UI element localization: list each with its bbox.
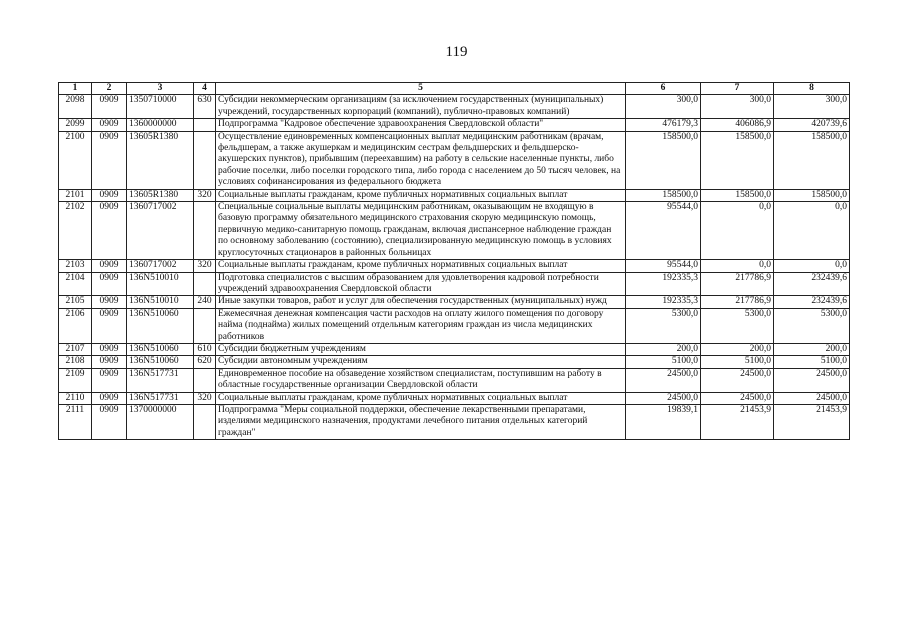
expense-type-code: 620 — [194, 356, 216, 368]
amount-col8: 0,0 — [774, 260, 850, 272]
table-header-row — [59, 83, 850, 95]
amount-col6: 192335,3 — [626, 272, 701, 296]
row-number: 2104 — [59, 272, 92, 296]
budget-table — [58, 82, 850, 440]
expense-name: Социальные выплаты гражданам, кроме публичных нормативных социальных выплат — [216, 260, 626, 272]
row-number: 2100 — [59, 131, 92, 189]
amount-col8: 0,0 — [774, 202, 850, 260]
amount-col7: 300,0 — [701, 95, 774, 119]
target-article-code: 136N510010 — [127, 272, 194, 296]
expense-type-code — [194, 272, 216, 296]
amount-col7: 0,0 — [701, 202, 774, 260]
row-number: 2103 — [59, 260, 92, 272]
amount-col8: 5300,0 — [774, 308, 850, 343]
amount-col6: 192335,3 — [626, 296, 701, 308]
expense-name: Социальные выплаты гражданам, кроме публичных нормативных социальных выплат — [216, 189, 626, 201]
row-number: 2105 — [59, 296, 92, 308]
amount-col8: 300,0 — [774, 95, 850, 119]
amount-col6: 95544,0 — [626, 260, 701, 272]
column-header: 3 — [127, 83, 194, 95]
expense-name: Субсидии бюджетным учреждениям — [216, 343, 626, 355]
row-number: 2106 — [59, 308, 92, 343]
target-article-code: 136N510060 — [127, 343, 194, 355]
expense-name: Субсидии некоммерческим организациям (за исключением государственных (муниципальных) учреждений, государственных корпораций (компаний), публично-правовых компаний) — [216, 95, 626, 119]
expense-type-code: 610 — [194, 343, 216, 355]
column-header: 1 — [59, 83, 92, 95]
expense-type-code — [194, 119, 216, 131]
section-code: 0909 — [92, 202, 127, 260]
amount-col8: 420739,6 — [774, 119, 850, 131]
expense-type-code: 240 — [194, 296, 216, 308]
column-header: 7 — [701, 83, 774, 95]
amount-col8: 24500,0 — [774, 392, 850, 404]
amount-col7: 158500,0 — [701, 131, 774, 189]
amount-col6: 24500,0 — [626, 368, 701, 392]
amount-col8: 232439,6 — [774, 296, 850, 308]
amount-col6: 300,0 — [626, 95, 701, 119]
column-header: 6 — [626, 83, 701, 95]
amount-col7: 158500,0 — [701, 189, 774, 201]
expense-type-code — [194, 131, 216, 189]
row-number: 2101 — [59, 189, 92, 201]
section-code: 0909 — [92, 343, 127, 355]
section-code: 0909 — [92, 272, 127, 296]
amount-col6: 19839,1 — [626, 404, 701, 439]
table-row — [59, 95, 850, 119]
amount-col8: 158500,0 — [774, 189, 850, 201]
table-row — [59, 189, 850, 201]
row-number: 2111 — [59, 404, 92, 439]
amount-col6: 5300,0 — [626, 308, 701, 343]
table-row — [59, 272, 850, 296]
amount-col6: 158500,0 — [626, 131, 701, 189]
row-number: 2110 — [59, 392, 92, 404]
amount-col6: 95544,0 — [626, 202, 701, 260]
amount-col7: 5100,0 — [701, 356, 774, 368]
amount-col7: 0,0 — [701, 260, 774, 272]
amount-col6: 200,0 — [626, 343, 701, 355]
expense-type-code: 320 — [194, 260, 216, 272]
table-row — [59, 131, 850, 189]
amount-col8: 21453,9 — [774, 404, 850, 439]
section-code: 0909 — [92, 356, 127, 368]
amount-col7: 24500,0 — [701, 392, 774, 404]
column-header: 4 — [194, 83, 216, 95]
expense-name: Специальные социальные выплаты медицинским работникам, оказывающим не входящую в базовую программу обязательного медицинского страхования скорую медицинскую помощь, первичную медико-санитарную помощь гражданам, включая диспансерное наблюдение граждан по основному заболеванию (состоянию), специализированную медицинскую помощь в условиях круглосуточных стационаров в районных больницах — [216, 202, 626, 260]
amount-col6: 5100,0 — [626, 356, 701, 368]
table-row — [59, 368, 850, 392]
amount-col7: 217786,9 — [701, 272, 774, 296]
expense-name: Подпрограмма "Меры социальной поддержки, обеспечение лекарственными препаратами, изделиями медицинского назначения, продуктами лечебного питания отдельных категорий граждан" — [216, 404, 626, 439]
expense-type-code: 320 — [194, 392, 216, 404]
row-number: 2099 — [59, 119, 92, 131]
target-article-code: 1370000000 — [127, 404, 194, 439]
amount-col7: 406086,9 — [701, 119, 774, 131]
table-row — [59, 308, 850, 343]
amount-col8: 24500,0 — [774, 368, 850, 392]
expense-name: Единовременное пособие на обзаведение хозяйством специалистам, поступившим на работу в областные государственные организации Свердловской области — [216, 368, 626, 392]
expense-type-code — [194, 368, 216, 392]
row-number: 2107 — [59, 343, 92, 355]
table-row — [59, 202, 850, 260]
expense-type-code: 320 — [194, 189, 216, 201]
expense-name: Иные закупки товаров, работ и услуг для обеспечения государственных (муниципальных) нужд — [216, 296, 626, 308]
expense-name: Подготовка специалистов с высшим образованием для удовлетворения кадровой потребности учреждений здравоохранения Свердловской области — [216, 272, 626, 296]
table-row — [59, 260, 850, 272]
table-row — [59, 356, 850, 368]
target-article-code: 136N517731 — [127, 368, 194, 392]
table-row — [59, 392, 850, 404]
expense-name: Социальные выплаты гражданам, кроме публичных нормативных социальных выплат — [216, 392, 626, 404]
target-article-code: 136N510060 — [127, 308, 194, 343]
expense-name: Подпрограмма "Кадровое обеспечение здравоохранения Свердловской области" — [216, 119, 626, 131]
row-number: 2098 — [59, 95, 92, 119]
target-article-code: 1360717002 — [127, 260, 194, 272]
row-number: 2102 — [59, 202, 92, 260]
section-code: 0909 — [92, 260, 127, 272]
expense-type-code — [194, 202, 216, 260]
column-header: 2 — [92, 83, 127, 95]
section-code: 0909 — [92, 392, 127, 404]
target-article-code: 136N510010 — [127, 296, 194, 308]
row-number: 2109 — [59, 368, 92, 392]
row-number: 2108 — [59, 356, 92, 368]
expense-type-code — [194, 308, 216, 343]
target-article-code: 1360717002 — [127, 202, 194, 260]
amount-col6: 24500,0 — [626, 392, 701, 404]
section-code: 0909 — [92, 189, 127, 201]
expense-name: Ежемесячная денежная компенсация части расходов на оплату жилого помещения по договору найма (поднайма) жилых помещений отдельным категориям граждан из числа медицинских работников — [216, 308, 626, 343]
amount-col7: 5300,0 — [701, 308, 774, 343]
table-row — [59, 119, 850, 131]
amount-col8: 5100,0 — [774, 356, 850, 368]
section-code: 0909 — [92, 308, 127, 343]
amount-col7: 21453,9 — [701, 404, 774, 439]
target-article-code: 13605R1380 — [127, 189, 194, 201]
target-article-code: 136N517731 — [127, 392, 194, 404]
table-row — [59, 296, 850, 308]
column-header: 8 — [774, 83, 850, 95]
amount-col8: 200,0 — [774, 343, 850, 355]
expense-type-code — [194, 404, 216, 439]
section-code: 0909 — [92, 368, 127, 392]
section-code: 0909 — [92, 131, 127, 189]
amount-col6: 476179,3 — [626, 119, 701, 131]
section-code: 0909 — [92, 95, 127, 119]
column-header: 5 — [216, 83, 626, 95]
section-code: 0909 — [92, 296, 127, 308]
amount-col7: 200,0 — [701, 343, 774, 355]
amount-col8: 232439,6 — [774, 272, 850, 296]
target-article-code: 13605R1380 — [127, 131, 194, 189]
amount-col7: 24500,0 — [701, 368, 774, 392]
amount-col6: 158500,0 — [626, 189, 701, 201]
target-article-code: 1360000000 — [127, 119, 194, 131]
amount-col7: 217786,9 — [701, 296, 774, 308]
expense-type-code: 630 — [194, 95, 216, 119]
expense-name: Субсидии автономным учреждениям — [216, 356, 626, 368]
table-row — [59, 343, 850, 355]
amount-col8: 158500,0 — [774, 131, 850, 189]
expense-name: Осуществление единовременных компенсационных выплат медицинским работникам (врачам, фельдшерам, а также акушеркам и медицинским сестрам фельдшерских и фельдшерско-акушерских пунктов), прибывшим (переехавшим) на работу в сельские населенные пункты, либо рабочие поселки, либо поселки городского типа, либо города с населением до 50 тысяч человек, на условиях софинансирования из федерального бюджета — [216, 131, 626, 189]
section-code: 0909 — [92, 404, 127, 439]
page-number: 119 — [445, 44, 468, 60]
target-article-code: 1350710000 — [127, 95, 194, 119]
target-article-code: 136N510060 — [127, 356, 194, 368]
section-code: 0909 — [92, 119, 127, 131]
table-row — [59, 404, 850, 439]
